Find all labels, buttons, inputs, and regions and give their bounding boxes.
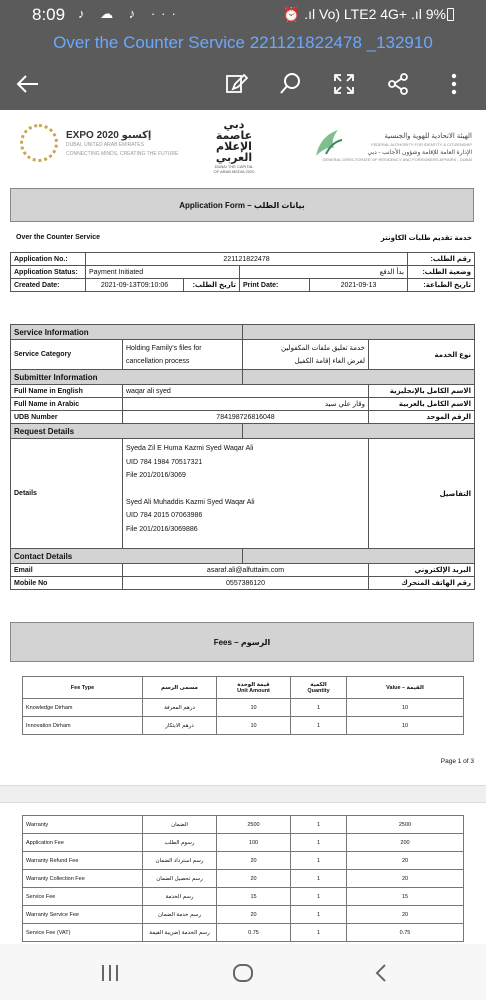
table-row: Full Name in English waqar ali syed الاسم الكامل بالإنجليزية bbox=[11, 385, 475, 398]
back-icon[interactable] bbox=[366, 958, 396, 988]
mobile-value: 0557386120 bbox=[123, 577, 369, 590]
section-header: Service Information bbox=[11, 325, 475, 340]
battery-percent: 9% bbox=[425, 6, 446, 22]
service-name-ar: خدمة تقديم طلبات الكاونتر bbox=[380, 235, 472, 242]
full-name-english: waqar ali syed bbox=[123, 385, 369, 398]
application-status: Payment Initiated bbox=[86, 266, 240, 279]
service-name-en: Over the Counter Service bbox=[16, 234, 101, 241]
edit-icon[interactable] bbox=[220, 68, 252, 100]
table-row: Innovation Dirham درهم الابتكار 10 1 10 bbox=[23, 717, 464, 735]
created-date: 2021-09-13T09:10:06 bbox=[86, 279, 184, 292]
section-header: Contact Details bbox=[11, 549, 475, 564]
expo-sun-icon bbox=[20, 124, 58, 162]
document-title-bar bbox=[0, 30, 486, 58]
back-arrow-icon[interactable] bbox=[12, 68, 44, 100]
service-category-en: Holding Family's files for cancellation process bbox=[123, 340, 243, 370]
home-icon[interactable] bbox=[228, 958, 258, 988]
falcon-icon bbox=[312, 126, 346, 160]
signal-icons: ⏰ .ıl Vo) LTE2 4G+ .ıl 9% bbox=[282, 6, 446, 22]
table-row: Mobile No 0557386120 رقم الهاتف المتحرك bbox=[11, 577, 475, 590]
table-row: Service Category Holding Family's files for cancellation process خدمة تعليق ملفات المكفولين لغرض الغاء إقامة الكفيل نوع الخدمة bbox=[11, 340, 475, 370]
more-icon[interactable] bbox=[438, 68, 470, 100]
page-separator bbox=[0, 785, 486, 803]
fees-table-page2 bbox=[22, 815, 464, 942]
expo-2020-logo: EXPO 2020 إكسبو DUBAI, UNITED ARAB EMIRATES CONNECTING MINDS, CREATING THE FUTURE bbox=[20, 124, 180, 174]
email-value: asaraf.ali@alfuttaim.com bbox=[123, 564, 369, 577]
viewer-toolbar bbox=[0, 58, 486, 110]
table-row: Details Syeda Zil E Huma Kazmi Syed Waqar Ali UID 784 1984 70517321 File 201/2016/3069 Syed Ali Muhaddis Kazmi Syed Waqar Ali UID 784 2015 07063986 File 201/2016/3069886 التفاصيل bbox=[11, 439, 475, 549]
fees-table-page1 bbox=[22, 676, 464, 735]
print-date: 2021-09-13 bbox=[310, 279, 408, 292]
table-row: Created Date: 2021-09-13T09:10:06 تاريخ الطلب: Print Date: 2021-09-13 تاريخ الطباعة: bbox=[11, 279, 475, 292]
table-header: Fee Type مسمى الرسم قيمة الوحدة Unit Amount الكمية Quantity Value – القيمة bbox=[23, 677, 464, 699]
battery-icon bbox=[447, 8, 454, 21]
request-details-text: Syeda Zil E Huma Kazmi Syed Waqar Ali UID 784 1984 70517321 File 201/2016/3069 Syed Ali Muhaddis Kazmi Syed Waqar Ali UID 784 2015 07063986 File 201/2016/3069886 bbox=[123, 439, 369, 549]
dubai-media-capital-logo: دبي عاصمة الإعلام العربي DUBAI THE CAPITAL OF ARAB MEDIA 2020 bbox=[213, 119, 255, 174]
fullscreen-icon[interactable] bbox=[328, 68, 360, 100]
table-row: Service Fee رسم الخدمة 15 1 15 bbox=[23, 888, 464, 906]
document-view[interactable] bbox=[0, 110, 486, 960]
share-icon[interactable] bbox=[382, 68, 414, 100]
table-row: Application No.: 221121822478 رقم الطلب: bbox=[11, 253, 475, 266]
table-row: Warranty Service Fee رسم خدمة الضمان 20 1 20 bbox=[23, 906, 464, 924]
fees-heading: Fees – الرسوم bbox=[10, 622, 474, 662]
udb-number: 784198726816048 bbox=[123, 411, 369, 424]
application-number: 221121822478 bbox=[86, 253, 408, 266]
document-title: Over the Counter Service 221121822478 _132910 bbox=[53, 33, 433, 52]
page-number: Page 1 of 3 bbox=[440, 758, 474, 765]
application-info-table bbox=[10, 252, 475, 292]
section-header: Submitter Information bbox=[11, 370, 475, 385]
table-row: Warranty الضمان 2500 1 2500 bbox=[23, 816, 464, 834]
table-row: UDB Number 784198726816048 الرقم الموحد bbox=[11, 411, 475, 424]
details-table bbox=[10, 324, 475, 590]
system-nav-bar bbox=[0, 944, 486, 1000]
table-row: Email asaraf.ali@alfuttaim.com البريد الإلكتروني bbox=[11, 564, 475, 577]
table-row: Full Name in Arabic وقار علي سيد الاسم الكامل بالعربية bbox=[11, 398, 475, 411]
service-category-ar: خدمة تعليق ملفات المكفولين لغرض الغاء إقامة الكفيل bbox=[243, 340, 369, 370]
full-name-arabic: وقار علي سيد bbox=[123, 398, 369, 411]
section-header: Request Details bbox=[11, 424, 475, 439]
recent-apps-icon[interactable] bbox=[95, 958, 125, 988]
notification-icons: ♪ ☁ ♪ ··· bbox=[78, 6, 182, 21]
table-row: Service Fee (VAT) رسم الخدمة (ضريبة القيمة 0.75 1 0.75 bbox=[23, 924, 464, 942]
table-row: Application Status: Payment Initiated بدأ الدفع وضعية الطلب: bbox=[11, 266, 475, 279]
status-time: 8:09 bbox=[32, 5, 66, 24]
table-row: Warranty Collection Fee رسم تحصيل الضمان 20 1 20 bbox=[23, 870, 464, 888]
table-row: Knowledge Dirham درهم المعرفة 10 1 10 bbox=[23, 699, 464, 717]
application-form-heading: Application Form – بيانات الطلب bbox=[10, 188, 474, 222]
table-row: Application Fee رسوم الطلب 100 1 200 bbox=[23, 834, 464, 852]
ica-logo: الهيئة الاتحادية للهوية والجنسية FEDERAL AUTHORITY FOR IDENTITY & CITIZENSHIP الإدارة العامة للإقامة وشؤون الأجانب - دبي GENERAL DIRECTORATE OF RESIDENCY AND FOREIGNERS AFFAIRS - DUBAI bbox=[312, 124, 472, 174]
document-header-logos bbox=[16, 120, 472, 178]
table-row: Warranty Refund Fee رسم استرداد الضمان 20 1 20 bbox=[23, 852, 464, 870]
status-bar bbox=[0, 0, 486, 30]
search-icon[interactable] bbox=[274, 68, 306, 100]
